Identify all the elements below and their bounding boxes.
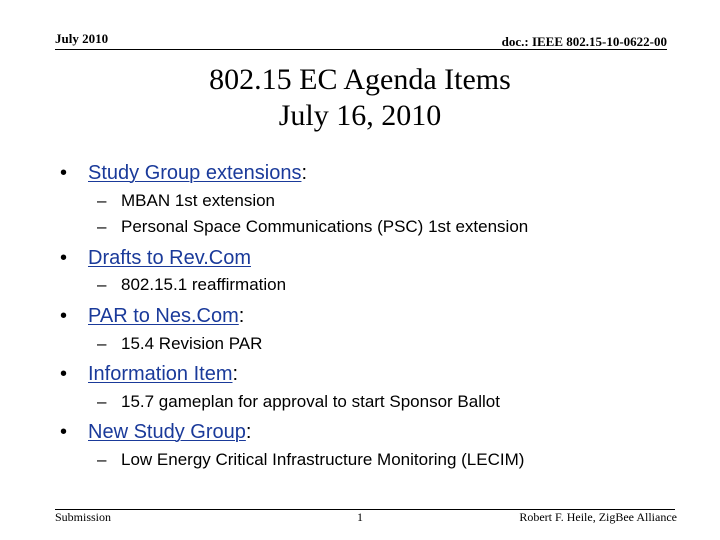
sub-item-gameplan xyxy=(97,391,500,413)
sub-item-mban xyxy=(97,190,275,212)
bullet-link-new-study-group[interactable]: New Study Group xyxy=(88,421,246,443)
sub-item-text: MBAN 1st extension xyxy=(121,191,276,210)
bullet-link-par-to-nescom[interactable]: PAR to Nes.Com xyxy=(88,305,239,327)
title-line-1: 802.15 EC Agenda Items xyxy=(209,63,511,96)
header-date: July 2010 xyxy=(55,31,109,46)
bullet-item-new-study-group xyxy=(60,420,251,444)
sub-item-text: 15.4 Revision PAR xyxy=(121,334,263,353)
bullet-suffix: : xyxy=(301,162,308,184)
dash-icon: – xyxy=(97,334,107,353)
sub-item-text: 15.7 gameplan for approval to start Sponsor Ballot xyxy=(121,392,500,411)
bullet-icon: • xyxy=(60,247,68,269)
bullet-suffix: : xyxy=(245,421,252,443)
bullet-icon: • xyxy=(60,162,68,184)
sub-item-reaffirmation xyxy=(97,274,286,296)
dash-icon: – xyxy=(97,217,107,236)
footer-author: Robert F. Heile, ZigBee Alliance xyxy=(519,510,677,524)
bullet-link-study-group-extensions[interactable]: Study Group extensions xyxy=(88,162,302,184)
dash-icon: – xyxy=(97,450,107,469)
footer-page-number: 1 xyxy=(357,510,363,524)
bullet-item-study-group-extensions xyxy=(60,161,307,185)
bullet-suffix: : xyxy=(238,305,245,327)
dash-icon: – xyxy=(97,392,107,411)
header-divider xyxy=(55,49,667,50)
sub-item-psc xyxy=(97,216,528,238)
sub-item-text: Low Energy Critical Infrastructure Monitoring (LECIM) xyxy=(121,450,525,469)
header-doc-id: doc.: IEEE 802.15-10-0622-00 xyxy=(501,34,667,49)
bullet-icon: • xyxy=(60,421,68,443)
bullet-icon: • xyxy=(60,363,68,385)
bullet-item-information-item xyxy=(60,362,238,386)
bullet-link-drafts-to-revcom[interactable]: Drafts to Rev.Com xyxy=(88,247,251,269)
dash-icon: – xyxy=(97,191,107,210)
bullet-suffix: : xyxy=(232,363,239,385)
title-line-2: July 16, 2010 xyxy=(278,99,442,132)
bullet-item-drafts-to-revcom xyxy=(60,246,251,270)
slide-title xyxy=(0,62,720,134)
sub-item-lecim xyxy=(97,449,524,471)
dash-icon: – xyxy=(97,275,107,294)
sub-item-text: 802.15.1 reaffirmation xyxy=(121,275,287,294)
sub-item-revision-par xyxy=(97,333,262,355)
bullet-icon: • xyxy=(60,305,68,327)
bullet-link-information-item[interactable]: Information Item xyxy=(88,363,233,385)
footer-submission: Submission xyxy=(55,510,112,524)
bullet-item-par-to-nescom xyxy=(60,304,244,328)
sub-item-text: Personal Space Communications (PSC) 1st extension xyxy=(121,217,529,236)
